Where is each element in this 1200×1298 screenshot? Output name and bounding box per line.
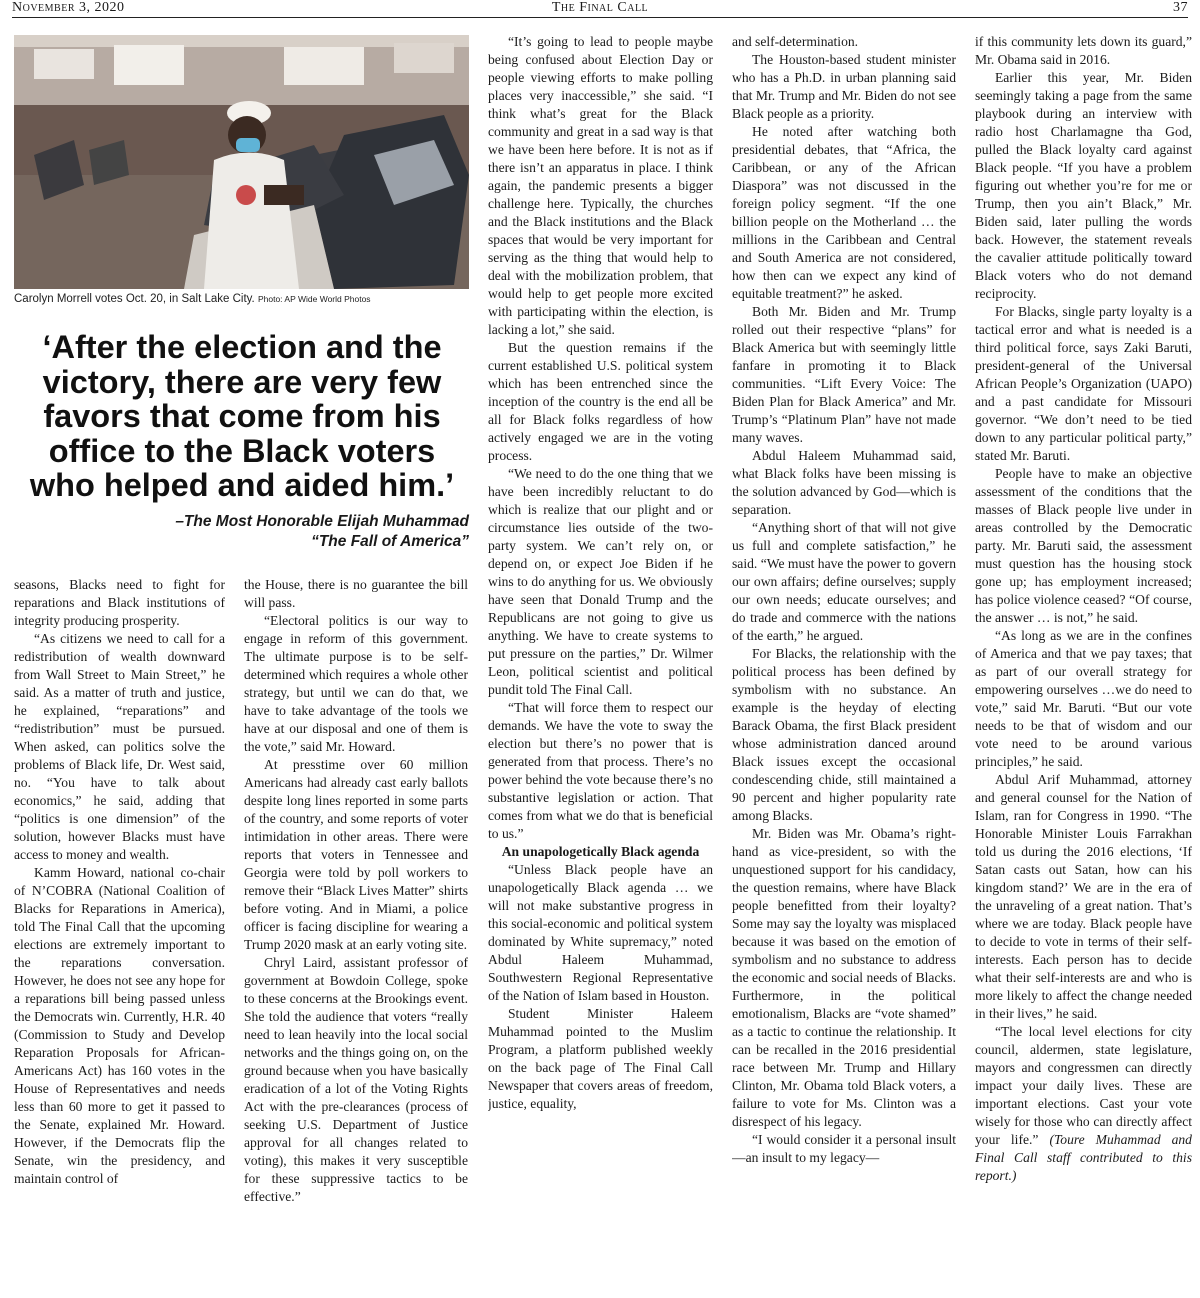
paragraph: For Blacks, the relationship with the political process has been defined by symbolism with no substance. An example is the heyday of electing Barack Obama, the first Black president whose administration danced around Black issues except the occasional condescending chide, still maintained a 90 percent and higher popularity rate among Blacks. [732,646,956,823]
paragraph: Earlier this year, Mr. Biden seemingly taking a page from the same playbook during an interview with radio host Charlamagne tha God, pulled the Black loyalty card against Black people. “If you have a problem figuring out whether you’re for me or Trump, then you ain’t Black,” Mr. Biden said, later pulling the words back. However, the statement reveals the cavalier attitude politically toward Black voters who do not demand reciprocity. [975,70,1192,301]
page-header [12,0,1188,18]
paragraph: the House, there is no guarantee the bill will pass. [244,577,468,610]
paragraph: Student Minister Haleem Muhammad pointed to the Muslim Program, a platform published weekly on the back page of The Final Call Newspaper that covers areas of freedom, justice, equality, [488,1006,713,1111]
publication-name: The Final Call [551,0,649,15]
paragraph: Abdul Haleem Muhammad said, what Black folks have been missing is the solution advanced by God—which is separation. [732,448,956,517]
paragraph: “Electoral politics is our way to engage in reform of this government. The ultimate purpose is to be self-determined which requires a whole other strategy, but until we can do that, we have to take advantage of the tools we have at our disposal and one of them is the vote,” said Mr. Howard. [244,613,468,754]
paragraph: For Blacks, single party loyalty is a tactical error and what is needed is a third political force, says Zaki Baruti, president-general of the Universal African People’s Organization (UAPO) and a past candidate for Missouri governor. “We don’t need to be tied down to any particular political party,” stated Mr. Baruti. [975,304,1192,463]
article-column-2 [244,576,468,1296]
paragraph: The Houston-based student minister who has a Ph.D. in urban planning said that Mr. Trump and Mr. Biden do not see Black people as a priority. [732,52,956,121]
voting-photo-illustration [14,35,469,289]
pull-quote-attribution [14,512,469,552]
paragraph: Chryl Laird, assistant professor of government at Bowdoin College, spoke to these concerns at the Brookings event. She told the audience that voters “really need to lean heavily into the local social networks and the things going on, on the ground because when you have basically eradication of a lot of the Voting Rights Act with the pre-clearances (process of seeking U.S. Department of Justice approval for all changes related to voting), this makes it very susceptible for these suppressive tactics to be effective.” [244,955,468,1204]
paragraph: “It’s going to lead to people maybe being confused about Election Day or people viewing efforts to make polling places very inaccessible,” she said. “I think what’s great for the Black community and great in a sad way is that we have been here before. It is not as if there isn’t an apparatus in place. I think again, the pandemic presents a bigger challenge here. Typically, the churches and the Black institutions and the Black spaces that would be very important for serving as the thing that would help to deal with the mobilization problem, that would help to get people more excited with participating within the election, is lacking a lot,” she said. [488,34,713,337]
article-column-1 [14,576,225,1296]
paragraph: At presstime over 60 million Americans had already cast early ballots despite long lines reported in some parts of the country, and some reports of voter intimidation in other areas. There were reports that voters in Tennessee and Georgia were told by poll workers to remove their “Black Lives Matter” shirts before voting. And in Miami, a police officer is facing discipline for wearing a Trump 2020 mask at an early voting site. [244,757,468,952]
article-column-4 [732,33,956,1296]
contributor-credit: (Toure Muhammad and Final Call staff contributed to this report.) [975,1132,1192,1183]
paragraph: if this community lets down its guard,” Mr. Obama said in 2016. [975,34,1192,67]
paragraph: “We need to do the one thing that we have been incredibly reluctant to do which is realize that our plight and or circumstance lies outside of the two-party system. We can’t rely on, or depend on, or expect Joe Biden if he wins to do anything for us. We obviously have seen that Donald Trump and the Republicans are not going to give us anything. We have to create systems to put pressure on the parties,” Dr. Wilmer Leon, political scientist and political pundit told The Final Call. [488,466,713,697]
paragraph: Kamm Howard, national co-chair of N’COBRA (National Coalition of Blacks for Reparations in America), told The Final Call that the upcoming elections are extremely important to the reparations conversation. However, he does not see any hope for a reparations bill being passed unless the Democrats win. Currently, H.R. 40 (Commission to Study and Develop Reparation Proposals for African-Americans Act) has 160 votes in the House of Representatives and needs less than 60 more to get it passed to the Senate, explained Mr. Howard. However, if the Democrats flip the Senate, win the presidency, and maintain control of [14,865,225,1186]
paragraph: But the question remains if the current established U.S. political system which has been entrenched since the inception of the country is the end all be all for Black folks regardless of how actively engaged we are in the voting process. [488,340,713,463]
page-number: 37 [1173,0,1188,15]
photo-caption [14,293,474,305]
paragraph: People have to make an objective assessment of the conditions that the masses of Black people live under in areas controlled by the Democratic party. Mr. Baruti said, the assessment must question has the housing stock gone up; has employment increased; has police violence ceased? “Of course, the answer … is not,” he said. [975,466,1192,625]
photo-credit: Photo: AP Wide World Photos [257,294,371,304]
paragraph: and self-determination. [732,34,859,49]
paragraph: “Unless Black people have an unapologetically Black agenda … we will not make substantive progress in this social-economic and political system dominated by White supremacy,” noted Abdul Haleem Muhammad, Southwestern Regional Representative of the Nation of Islam based in Houston. [488,862,713,1003]
article-column-5 [975,33,1192,1296]
article-column-3 [488,33,713,1296]
attribution-source: “The Fall of America” [311,533,469,550]
attribution-author: –The Most Honorable Elijah Muhammad [175,513,469,530]
caption-text: Carolyn Morrell votes Oct. 20, in Salt Lake City. [14,293,255,305]
paragraph: seasons, Blacks need to fight for reparations and Black institutions of integrity producing prosperity. [14,577,225,628]
issue-date: November 3, 2020 [12,0,125,15]
paragraph: “As long as we are in the confines of America and that we pay taxes; that as part of our overall strategy for empowering ourselves …we do need to vote,” said Mr. Baruti. “But our vote needs to be that of wisdom and our vote need to be around various principles,” he said. [975,628,1192,769]
pull-quote: ‘After the election and the victory, there are very few favors that come from his office to the Black voters who helped and aided him.’ [29,329,455,503]
paragraph: Mr. Biden was Mr. Obama’s right-hand as vice-president, so with the unquestioned support for his candidacy, the question remains, where have Black people benefitted from their loyalty? Some may say the loyalty was misplaced because it was based on the emotion of symbolism and no substance to address the economic and social needs of Blacks. Furthermore, in the political emotionalism, Blacks are “vote shamed” as a tactic to continue the relationship. It can be recalled in the 2016 presidential race between Mr. Trump and Hillary Clinton, Mr. Obama told Black voters, a failure to vote for Ms. Clinton was a disrespect of his legacy. [732,826,956,1129]
section-subhead: An unapologetically Black agenda [501,844,700,859]
paragraph: “Anything short of that will not give us full and complete satisfaction,” he said. “We must have the power to govern our own affairs; define ourselves; supply our own needs; educate ourselves; and do trade and commerce with the nations of the earth,” he argued. [732,520,956,643]
paragraph-text: “The local level elections for city council, aldermen, state legislature, mayors and congressmen can directly impact your daily lives. These are important elections. Cast your vote wisely for those who can directly affect your life.” [975,1024,1192,1147]
paragraph: Abdul Arif Muhammad, attorney and general counsel for the Nation of Islam, ran for Congress in 1990. “The Honorable Minister Louis Farrakhan told us during the 2016 elections, ‘If Satan casts out Satan, how can his kingdom stand?’ We are in the era of the unraveling of a great nation. That’s where we are today. Black people have to decide to vote in terms of their self-interests. Each person has to decide what their self-interests are and who is more likely to affect the change needed in their lives,” he said. [975,772,1192,1021]
paragraph: “I would consider it a personal insult—an insult to my legacy— [732,1132,956,1165]
paragraph: Both Mr. Biden and Mr. Trump rolled out their respective “plans” for Black America but with seemingly little fanfare in promoting it to Black communities. “Lift Every Voice: The Biden Plan for Black America” and Mr. Trump’s “Platinum Plan” have not made many waves. [732,304,956,445]
paragraph: He noted after watching both presidential debates, that “Africa, the Caribbean, or any of the African Diaspora” was not discussed in the foreign policy segment. “If the one billion people on the Motherland … the millions in the Caribbean and Central and South America are not considered, how then can we expect any kind of equitable treatment?” he asked. [732,124,956,301]
news-photo [14,35,469,289]
paragraph: “That will force them to respect our demands. We have the vote to sway the election but there’s no power that is generated from that process. There’s no power behind the vote because there’s no substantive legislation or action. That comes from what we do that is beneficial to us.” [488,700,713,841]
paragraph: “As citizens we need to call for a redistribution of wealth downward from Wall Street to Main Street,” he said. As a matter of truth and justice, he explained, “reparations” and “redistribution” must be pursued. When asked, can politics solve the problems of Black life, Dr. West said, no. “You have to talk about economics,” he said, adding that “politics is one dimension” of the solution, however Blacks must have access to money and wealth. [14,631,225,862]
paragraph [975,1023,1192,1185]
